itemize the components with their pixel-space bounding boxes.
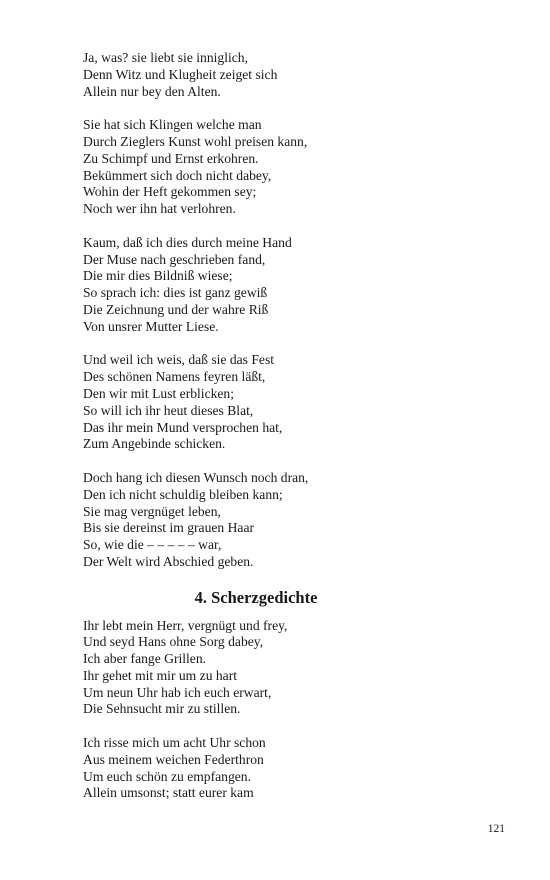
stanza — [83, 735, 483, 802]
verse-line: Sie hat sich Klingen welche man — [83, 117, 262, 133]
verse-line: Denn Witz und Klugheit zeiget sich — [83, 66, 278, 82]
verse-line: Ihr lebt mein Herr, vergnügt und frey, — [83, 617, 288, 633]
verse-line: Zu Schimpf und Ernst erkohren. — [83, 150, 259, 166]
verse-line: Der Welt wird Abschied geben. — [83, 553, 254, 569]
verse-line: Die mir dies Bildniß wiese; — [83, 268, 233, 284]
stanza — [83, 618, 483, 719]
verse-line: Den ich nicht schuldig bleiben kann; — [83, 486, 283, 502]
verse-line: Zum Angebinde schicken. — [83, 436, 226, 452]
verse-line: Das ihr mein Mund versprochen hat, — [83, 419, 283, 435]
stanza — [83, 235, 483, 336]
stanza — [83, 470, 483, 571]
verse-line: Um neun Uhr hab ich euch erwart, — [83, 684, 272, 700]
verse-line: Und seyd Hans ohne Sorg dabey, — [83, 634, 264, 650]
verse-line: So will ich ihr heut dieses Blat, — [83, 402, 254, 418]
verse-line: Der Muse nach geschrieben fand, — [83, 251, 266, 267]
stanza — [83, 50, 483, 100]
verse-line: Ich risse mich um acht Uhr schon — [83, 735, 266, 751]
verse-line: Um euch schön zu empfangen. — [83, 768, 251, 784]
verse-line: Und weil ich weis, daß sie das Fest — [83, 352, 275, 368]
verse-line: Von unsrer Mutter Liese. — [83, 318, 219, 334]
verse-line: So, wie die – – – – – war, — [83, 537, 222, 553]
page-number: 121 — [487, 823, 505, 835]
verse-line: Bis sie dereinst im grauen Haar — [83, 520, 255, 536]
verse-line: Allein umsonst; statt eurer kam — [83, 785, 254, 801]
verse-line: Ihr gehet mit mir um zu hart — [83, 667, 238, 683]
stanza — [83, 352, 483, 453]
verse-line: Die Zeichnung und der wahre Riß — [83, 301, 269, 317]
section-heading: 4. Scherzgedichte — [194, 587, 318, 607]
verse-line: Ja, was? sie liebt sie inniglich, — [83, 50, 248, 65]
verse-line: Bekümmert sich doch nicht dabey, — [83, 167, 272, 183]
verse-line: Ich aber fange Grillen. — [83, 651, 207, 667]
verse-line: Kaum, daß ich dies durch meine Hand — [83, 234, 292, 250]
verse-line: Den wir mit Lust erblicken; — [83, 385, 235, 401]
stanza — [83, 117, 483, 218]
verse-line: Durch Zieglers Kunst wohl preisen kann, — [83, 133, 308, 149]
verse-line: Aus meinem weichen Federthron — [83, 751, 264, 767]
page-text — [83, 50, 483, 802]
verse-line: Allein nur bey den Alten. — [83, 83, 221, 99]
verse-line: Doch hang ich diesen Wunsch noch dran, — [83, 469, 309, 485]
verse-line: Wohin der Heft gekommen sey; — [83, 184, 257, 200]
verse-line: Des schönen Namens feyren läßt, — [83, 369, 266, 385]
verse-line: Noch wer ihn hat verlohren. — [83, 201, 236, 217]
verse-line: So sprach ich: dies ist ganz gewiß — [83, 285, 268, 301]
verse-line: Sie mag vergnüget leben, — [83, 503, 221, 519]
verse-line: Die Sehnsucht mir zu stillen. — [83, 701, 241, 717]
